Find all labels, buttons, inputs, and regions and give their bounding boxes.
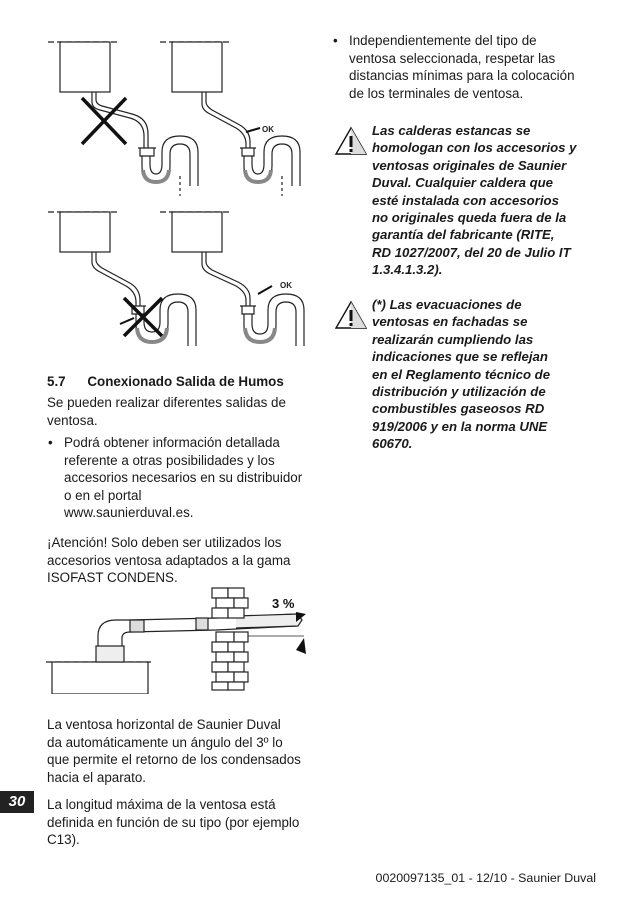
warning-line: esté instalada con accesorios (372, 192, 559, 208)
warning-line: 60670. (372, 436, 413, 452)
max-length-line: definida en función de su tipo (por ejemplo (47, 814, 300, 830)
warning-line: no originales queda fuera de la (372, 210, 567, 226)
attention-line: accesorios ventosa adaptados a la gama (47, 552, 291, 568)
section-heading (47, 373, 317, 391)
warning-line: 919/2006 y en la norma UNE (372, 418, 548, 434)
warning-line: 1.3.4.1.3.2). (372, 262, 443, 278)
bullet-line: referente a otras posibilidades y los (64, 452, 275, 468)
section-title: Conexionado Salida de Humos (87, 374, 284, 389)
max-length-line: C13). (47, 832, 80, 848)
max-length-line: La longitud máxima de la ventosa está (47, 797, 276, 812)
bullet-line: o en el portal (64, 487, 142, 503)
attention-paragraph (47, 534, 322, 587)
bullet-line: distancias mínimas para la colocación (349, 68, 575, 84)
drain-panel-ok-1 (160, 42, 300, 196)
warning-line: Duval. Cualquier caldera que (372, 175, 554, 191)
bullet-line: accesorios necesarios en su distribuidor (64, 470, 303, 486)
ok-label-2: OK (280, 281, 292, 290)
intro-line: Se pueden realizar diferentes salidas de (47, 395, 286, 410)
bullet-line: de los terminales de ventosa. (349, 85, 524, 101)
intro-paragraph (47, 394, 322, 429)
horizontal-flue-diagram (46, 584, 316, 694)
warning-line: RD 1027/2007, del 20 de Julio IT (372, 244, 571, 260)
bullet-line: Podrá obtener información detallada (64, 435, 280, 450)
horizontal-line: hacia el aparato. (47, 769, 147, 785)
attention-line: ISOFAST CONDENS. (47, 570, 178, 586)
warning-line: ventosas originales de Saunier (372, 157, 567, 173)
horizontal-line: que permite el retorno de los condensados (47, 752, 301, 768)
warning-line: combustibles gaseosos RD (372, 401, 545, 417)
brick-wall (212, 588, 248, 690)
attention-line: ¡Atención! Solo deben ser utilizados los (47, 535, 282, 550)
horizontal-line: La ventosa horizontal de Saunier Duval (47, 717, 281, 732)
warning-line: ventosas en fachadas se (372, 314, 528, 330)
website-link[interactable]: www.saunierduval.es. (64, 505, 194, 521)
drain-panel-ok-2 (160, 212, 304, 346)
warning-line: homologan con los accesorios y (372, 140, 577, 156)
page-number: 30 (0, 791, 34, 813)
bullet-mark: • (333, 33, 338, 48)
slope-label: 3 % (272, 596, 295, 611)
max-length-paragraph (47, 796, 322, 849)
bullet-line: ventosa seleccionada, respetar las (349, 50, 556, 66)
intro-line: ventosa. (47, 412, 98, 428)
warning-icon (334, 126, 368, 156)
ok-label-1: OK (262, 125, 274, 134)
warning-line: (*) Las evacuaciones de (372, 297, 522, 312)
horizontal-line: da automáticamente un ángulo del 3º lo (47, 734, 283, 750)
page-footer: 0020097135_01 - 12/10 - Saunier Duval (375, 871, 596, 885)
bullet-mark: • (48, 435, 53, 450)
horizontal-flue-paragraph (47, 716, 322, 786)
warning-line: Las calderas estancas se (372, 123, 531, 138)
warning-text-facades (372, 296, 602, 453)
warning-line: garantía del fabricante (RITE, (372, 227, 555, 243)
distances-bullet (333, 32, 599, 102)
warning-icon (334, 300, 368, 330)
warning-line: en el Reglamento técnico de (372, 366, 551, 382)
warning-line: indicaciones que se reflejan (372, 349, 548, 365)
warning-line: realizarán cumpliendo las (372, 331, 534, 347)
condensate-drain-diagram (40, 36, 330, 366)
warning-line: distribución y utilización de (372, 384, 546, 400)
bullet-line: Independientemente del tipo de (349, 33, 537, 48)
section-number: 5.7 (47, 374, 66, 389)
warning-text-accessories (372, 122, 602, 279)
info-bullet (48, 434, 326, 522)
slope-arrow-bottom (296, 638, 306, 654)
